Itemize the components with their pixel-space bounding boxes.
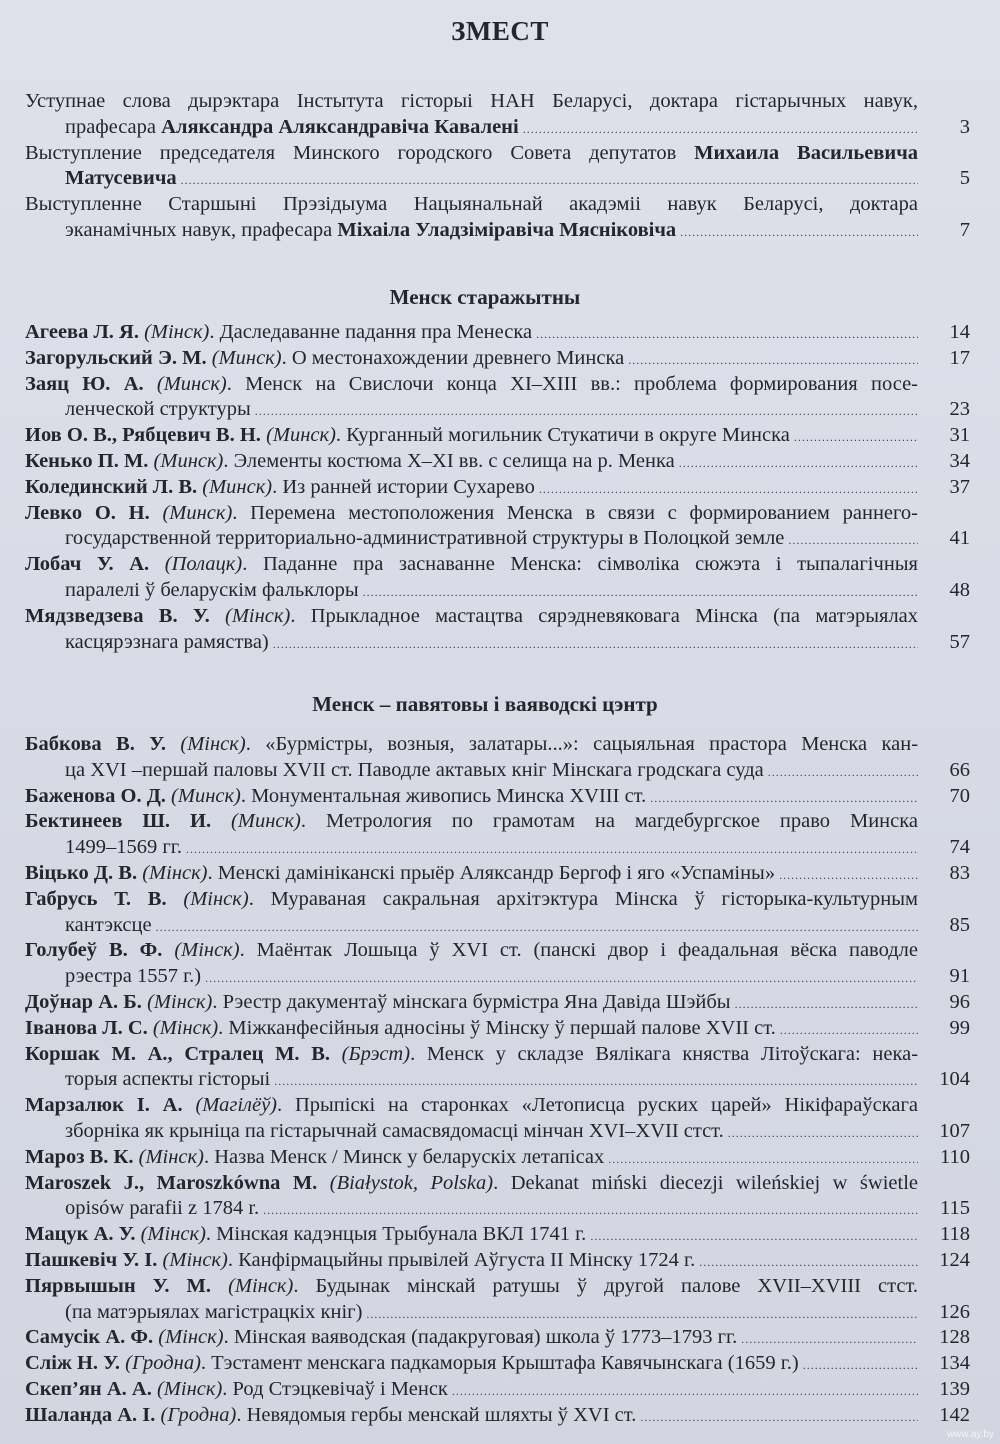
article-title: Монументальная живопись Минска XVIII ст. [251,784,647,807]
page-number: 7 [959,218,970,241]
line-text: Агеева Л. Я. (Мінск). Даследаванне падання пра Менеска [25,321,533,343]
entry-line [25,218,918,244]
person-name: Міхаіла Уладзіміравіча Мясніковіча [337,218,677,241]
entry-line: Пярвышын У. М. (Мінск). Будынак мінскай ратушы ў другой палове XVII–XVIII стст. [25,1274,918,1297]
line-text: Колединский Л. В. (Минск). Из ранней истории Сухарево [25,475,535,498]
article-title: Курганный могильник Стукатичи в округе Минска [346,424,790,447]
entry-line: Бектинеев Ш. И. (Минск). Метрология по грамотам на магдебургское право Минска [25,810,918,833]
city: (Мінск) [144,321,210,343]
toc-entry [25,1171,970,1223]
line-text: Мароз В. К. (Мінск). Назва Менск / Минск у беларускіх летапісах [25,1145,605,1168]
entry-line [25,1145,918,1171]
toc-entry [25,1145,970,1171]
entry-line: Левко О. Н. (Минск). Перемена местоположения Менска в связи с формированием раннего- [25,501,918,524]
entry-line: Лобач У. А. (Полацк). Паданне пра заснаванне Менска: сімволіка сюжэта і тыпалагічныя [25,553,918,576]
author: Самусік А. Ф. [25,1326,154,1349]
toc-entry [25,784,970,810]
page-number: 3 [959,115,970,138]
line-text: Самусік А. Ф. (Мінск). Мінская ваяводская (падакруговая) школа ў 1773–1793 гг. [25,1326,738,1349]
toc-entry [25,1351,970,1377]
section-menck-paviatovy [25,691,970,1429]
author: Пашкевіч У. І. [25,1248,158,1271]
line-text [65,115,519,141]
entry-text: Уступнае слова дырэктара Інстытута гісторыі НАН Беларусі, доктара гістарычных навук, [25,90,918,112]
page-title: ЗМЕСТ [451,16,549,46]
page-number: 23 [949,398,970,421]
entry-line: Заяц Ю. А. (Минск). Менск на Свислочи конца XI–XIII вв.: проблема формирования посе- [25,372,918,395]
city: (Гродна) [160,1403,237,1426]
line-text [65,397,251,423]
entry-line [25,1351,918,1377]
page-number: 118 [940,1223,970,1246]
line-text [65,1119,724,1145]
article-title: государственной территориально-административной структуры в Полоцкой земле [65,527,785,550]
line-text [65,835,182,861]
entry-line: Габрусь Т. В. (Мінск). Мураваная сакральная архітэктура Мінска ў гісторыка-культурным [25,887,918,910]
city: (Минск) [156,372,227,395]
author: Заяц Ю. А. [25,372,144,395]
page-number: 85 [949,913,970,936]
dot-leader [803,1353,918,1377]
article-title: торыя аспекты гісторыі [65,1068,271,1091]
city: (Мінск) [138,1145,204,1168]
entry-line [25,1067,918,1093]
entry-line [25,1377,918,1403]
dot-leader [274,1069,918,1093]
author: Агеева Л. Я. [25,321,139,343]
article-title: Будынак мінскай ратушы ў другой палове XVII–XVIII стст. [315,1274,918,1297]
line-text: Доўнар А. Б. (Мінск). Рэестр дакументаў мінскага бурмістра Яна Давіда Шэйбы [25,990,731,1013]
entry-line [25,861,918,887]
article-title: 1499–1569 гг. [65,836,183,859]
toc-entry [25,372,970,424]
dot-leader [539,477,918,501]
author: Мароз В. К. [25,1145,134,1168]
entry-text: прафесара [65,115,162,138]
entry-line [25,578,918,604]
entry-line: Бабкова В. У. (Мінск). «Бурмістры, возныя, залатары...»: сацыяльная прастора Менска кан- [25,733,918,755]
city: (Мінск) [174,939,240,962]
dot-leader [452,1379,918,1403]
article-title: (па матэрыялах магістрацкіх кніг) [65,1300,363,1323]
author: Скеп’ян А. А. [25,1377,152,1400]
section-menck-starazhytny [25,284,970,655]
toc-entry [25,346,970,372]
page-number: 34 [949,449,970,472]
dot-leader [363,580,918,604]
page-number: 126 [939,1300,970,1323]
entry-line [25,913,918,939]
article-title: «Бурмістры, возныя, залатары...»: сацыяльная прастора Менска кан- [265,733,918,755]
line-text [65,1067,270,1093]
line-text [65,526,784,552]
article-title: паралелі ў беларускім фальклоры [65,578,359,601]
dot-leader [640,1405,918,1429]
article-title: Паданне пра заснаванне Менска: сімволіка сюжэта і тыпалагічныя [262,553,918,576]
section-heading: Менск – павятовы і ваяводскі цэнтр [312,692,658,716]
page-number: 83 [949,861,970,884]
entry-line: Коршак М. А., Стралец М. В. (Брэст). Менск у складзе Вялікага княства Літоўскага: нека- [25,1042,918,1065]
dot-leader [679,451,918,475]
toc-entry [25,887,970,939]
article-title: Менскі дамініканскі прыёр Аляксандр Бергоф і яго «Успаміны» [217,861,776,884]
entry-text: эканамічных навук, прафесара [65,218,338,241]
entry-line [25,346,918,372]
page-number: 66 [949,758,970,781]
entry-line [25,630,918,656]
article-title: рэестра 1557 г.) [65,965,202,988]
line-text: Загорульский Э. М. (Минск). О местонахождении древнего Минска [25,346,625,369]
article-title: Мураваная сакральная архітэктура Мінска ў гісторыка-культурным [270,887,918,910]
city: (Мінск) [156,1377,223,1400]
page-number: 134 [939,1352,970,1375]
page-number: 41 [949,527,970,550]
toc-entry [25,501,970,553]
entry-text: Выступление председателя Минского городского Совета депутатов [25,141,695,164]
page-number: 14 [949,321,970,343]
author: Марзалюк І. А. [25,1094,183,1117]
dot-leader [255,399,918,423]
author: Кенько П. М. [25,449,149,472]
city: (Минск) [162,501,233,524]
article-title: Тэстамент менскага падкаморыя Крыштафа Кавячынскага (1659 г.) [211,1352,799,1375]
page-number: 5 [959,167,970,190]
city: (Брэст) [341,1042,411,1065]
entry-line: Марзалюк І. А. (Магілёў). Прыпіскі на старонках «Летописца руских царей» Нікіфараўскага [25,1094,918,1117]
city: (Мінск) [162,1248,228,1271]
line-text [65,218,676,244]
article-title: Менск у складзе Вялікага княства Літоўскага: нека- [426,1042,918,1065]
article-title: Dekanat miński diecezji wileńskiej w świetle [510,1171,918,1194]
line-text [65,964,201,990]
article-title: Мінская ваяводская (падакруговая) школа ў 1773–1793 гг. [233,1326,738,1349]
line-text [65,630,269,656]
entry-line [25,784,918,810]
article-title: кантэксце [65,913,152,936]
city: (Białystok, Polska) [329,1171,494,1194]
toc-entry [25,141,970,193]
entry-line [25,758,918,784]
entry-line [25,89,918,115]
dot-leader [680,220,918,244]
line-text: Шаланда А. І. (Гродна). Невядомыя гербы менскай шляхты ў XVI ст. [25,1403,637,1426]
dot-leader [741,1327,918,1351]
dot-leader [794,425,918,449]
entry-line: Голубеў В. Ф. (Мінск). Маёнтак Лошыца ў XVI ст. (панскі двор і феадальная вёска паводле [25,939,918,962]
article-title: Метрология по грамотам на магдебургское право Минска [325,810,918,833]
city: (Мінск) [140,1223,206,1246]
line-text [65,1300,362,1326]
entry-line [25,1248,918,1274]
toc-entry [25,1248,970,1274]
toc-entry [25,89,970,141]
line-text: Віцько Д. В. (Мінск). Менскі дамініканскі прыёр Аляксандр Бергоф і яго «Успаміны» [25,861,776,884]
author: Мацук А. У. [25,1223,136,1246]
article-title: ца XVI –першай паловы XVII ст. Паводле актавых кніг Мінскага гродскага суда [65,758,764,781]
page-number: 124 [939,1248,970,1271]
page-number: 57 [949,630,970,653]
article-title: Прыпіскі на старонках «Летописца руских царей» Нікіфараўскага [294,1094,918,1117]
entry-line [25,1222,918,1248]
line-text: Кенько П. М. (Минск). Элементы костюма X–XI вв. с селища на р. Менка [25,449,675,472]
article-title: Невядомыя гербы менскай шляхты ў XVI ст. [246,1403,637,1426]
dot-leader [779,863,918,887]
article-title: О местонахождении древнего Минска [291,346,625,369]
page-number: 31 [949,424,970,447]
city: (Мінск) [142,861,208,884]
article-title: opisów parafii z 1784 r. [65,1197,260,1220]
city: (Мінск) [147,990,213,1013]
toc-entry [25,990,970,1016]
dot-leader [628,348,918,372]
toc-entry [25,604,970,656]
article-title: касцярэзнага рамяства) [65,630,269,653]
article-title: Менск на Свислочи конца XI–XIII вв.: проблема формирования посе- [245,372,918,395]
page-number: 37 [949,475,970,498]
article-title: Маёнтак Лошыца ў XVI ст. (панскі двор і феадальная вёска паводле [256,939,918,962]
author: Загорульский Э. М. [25,346,207,369]
article-title: Прыкладное мастацтва сярэдневяковага Мінска (па матэрыялах [310,604,918,627]
city: (Мінск) [180,733,246,755]
page-number: 74 [949,836,970,859]
article-title: Элементы костюма X–XI вв. с селища на р. Менка [233,449,675,472]
article-title: Даследаванне падання пра Менеска [219,321,533,343]
author: Колединский Л. В. [25,475,198,498]
city: (Минск) [153,449,224,472]
entry-line [25,141,918,167]
dot-leader [181,168,918,192]
page-number: 96 [949,990,970,1013]
author: Мядзведзева В. У. [25,604,210,627]
entry-line [25,1016,918,1042]
entry-line [25,115,918,141]
dot-leader [780,1018,918,1042]
line-text: Сліж Н. У. (Гродна). Тэстамент менскага падкаморыя Крыштафа Кавячынскага (1659 г.) [25,1352,799,1375]
dot-leader [523,117,918,141]
toc-entry [25,861,970,887]
entry-line [25,1403,918,1429]
line-text: Иов О. В., Рябцевич В. Н. (Минск). Курганный могильник Стукатичи в округе Минска [25,424,790,447]
line-text [65,758,764,784]
dot-leader [608,1147,918,1171]
author: Пярвышын У. М. [25,1274,212,1297]
entry-line [25,192,918,218]
toc-entry [25,1274,970,1326]
toc-entry [25,1222,970,1248]
author: Шаланда А. І. [25,1403,156,1426]
dot-leader [735,992,918,1016]
line-text: Пашкевіч У. І. (Мінск). Канфірмацыйны прывілей Аўгуста II Мінску 1724 г. [25,1248,696,1271]
dot-leader [788,528,918,552]
person-name: Аляксандра Аляксандравіча Кавалені [161,115,519,138]
page-number: 17 [949,346,970,369]
city: (Мінск) [152,1016,219,1039]
article-title: Из ранней истории Сухарево [282,475,535,498]
toc-entry [25,423,970,449]
page-number: 142 [939,1403,970,1426]
author: Голубеў В. Ф. [25,939,163,962]
author: Доўнар А. Б. [25,990,142,1013]
article-title: Перемена местоположения Менска в связи с формированием раннего- [250,501,918,524]
line-text [65,578,359,604]
dot-leader [728,1121,918,1145]
entry-line [25,166,918,192]
line-text: Мацук А. У. (Мінск). Мінская кадэнцыя Трыбунала ВКЛ 1741 г. [25,1223,587,1246]
entry-line [25,1196,918,1222]
author: Левко О. Н. [25,501,150,524]
page-number: 110 [940,1145,970,1168]
toc-entry [25,938,970,990]
author: Іванова Л. С. [25,1016,148,1039]
city: (Мінск) [158,1326,224,1349]
article-title: зборніка як крыніца па гістарычнай самасвядомасці мінчан XVI–XVII стст. [65,1119,724,1142]
dot-leader [650,786,918,810]
city: (Минск) [202,475,273,498]
author: Віцько Д. В. [25,861,138,884]
page-number: 48 [949,578,970,601]
city: (Гродна) [125,1352,201,1375]
city: (Минск) [266,424,336,447]
author: Баженова О. Д. [25,784,166,807]
city: (Полацк) [164,553,243,576]
city: (Мінск) [183,887,249,910]
line-text: Баженова О. Д. (Минск). Монументальная живопись Минска XVIII ст. [25,784,647,807]
city: (Минск) [211,346,282,369]
entry-line [25,320,918,346]
entry-line [25,964,918,990]
entry-line [25,526,918,552]
dot-leader [186,837,918,861]
page-number: 115 [940,1197,970,1220]
toc-entry [25,1016,970,1042]
dot-leader [536,322,918,346]
author: Иов О. В., Рябцевич В. Н. [25,424,261,447]
author: Габрусь Т. В. [25,887,167,910]
dot-leader [366,1302,918,1326]
person-name: Матусевича [65,167,177,190]
page-number: 128 [939,1326,970,1349]
article-title: Канфірмацыйны прывілей Аўгуста II Мінску 1724 г. [238,1248,696,1271]
person-name: Михаила Васильевича [694,141,918,164]
toc-entry [25,192,970,244]
entry-line [25,449,918,475]
dot-leader [768,760,918,784]
entry-line [25,990,918,1016]
page-number: 107 [939,1119,970,1142]
toc-entry [25,1403,970,1429]
toc-entry [25,475,970,501]
entry-line [25,475,918,501]
intro-list [25,89,970,244]
toc-entry [25,320,970,346]
toc-entry [25,449,970,475]
article-title: ленческой структуры [65,398,251,421]
entry-line [25,1325,918,1351]
toc-entry [25,1042,970,1094]
author: Бектинеев Ш. И. [25,810,212,833]
toc-entry [25,732,970,784]
city: (Мінск) [228,1274,294,1297]
city: (Магілёў) [195,1094,277,1117]
watermark: www.ay.by [946,1429,994,1440]
article-title: Род Стэцкевічаў і Менск [232,1377,448,1400]
dot-leader [273,632,918,656]
page-number: 99 [949,1016,970,1039]
dot-leader [699,1250,918,1274]
article-title: Міжканфесійныя адносіны ў Мінску ў першай палове XVII ст. [228,1016,776,1039]
entry-line [25,1119,918,1145]
article-title: Рэестр дакументаў мінскага бурмістра Яна Давіда Шэйбы [222,990,731,1013]
article-title: Назва Менск / Минск у беларускіх летапісах [214,1145,605,1168]
toc-entry [25,552,970,604]
entry-line [25,1300,918,1326]
line-text [65,166,177,192]
page-number: 91 [949,965,970,988]
entry-line: Мядзведзева В. У. (Мінск). Прыкладное мастацтва сярэдневяковага Мінска (па матэрыялах [25,604,918,627]
dot-leader [263,1198,918,1222]
dot-leader [590,1224,918,1248]
author: Maroszek J., Maroszkówna M. [25,1171,318,1194]
page-number: 139 [939,1377,970,1400]
author: Коршак М. А., Стралец М. В. [25,1042,330,1065]
toc-entry [25,1093,970,1145]
city: (Минск) [231,810,301,833]
entry-line [25,423,918,449]
article-title: Мінская кадэнцыя Трыбунала ВКЛ 1741 г. [216,1223,587,1246]
author: Бабкова В. У. [25,733,167,755]
dot-leader [205,966,918,990]
author: Лобач У. А. [25,553,150,576]
line-text: Скеп’ян А. А. (Мінск). Род Стэцкевічаў і Менск [25,1377,448,1400]
toc-entry [25,1377,970,1403]
toc-entry [25,1325,970,1351]
city: (Мінск) [225,604,291,627]
line-text: Іванова Л. С. (Мінск). Міжканфесійныя адносіны ў Мінску ў першай палове XVII ст. [25,1016,776,1039]
author: Сліж Н. У. [25,1352,121,1375]
page-number: 70 [949,784,970,807]
toc-entry [25,809,970,861]
line-text [65,913,152,939]
entry-line [25,397,918,423]
line-text [65,1196,259,1222]
entry-line: Maroszek J., Maroszkówna M. (Białystok, Polska). Dekanat miński diecezji wileńskiej w świetle [25,1171,918,1194]
city: (Минск) [171,784,241,807]
entry-text: Выступленне Старшыні Прэзідыума Нацыянальнай акадэміі навук Беларусі, доктара [25,193,918,216]
entry-line [25,835,918,861]
page-number: 104 [939,1068,970,1091]
dot-leader [156,915,918,939]
section-heading: Менск старажытны [389,285,581,309]
